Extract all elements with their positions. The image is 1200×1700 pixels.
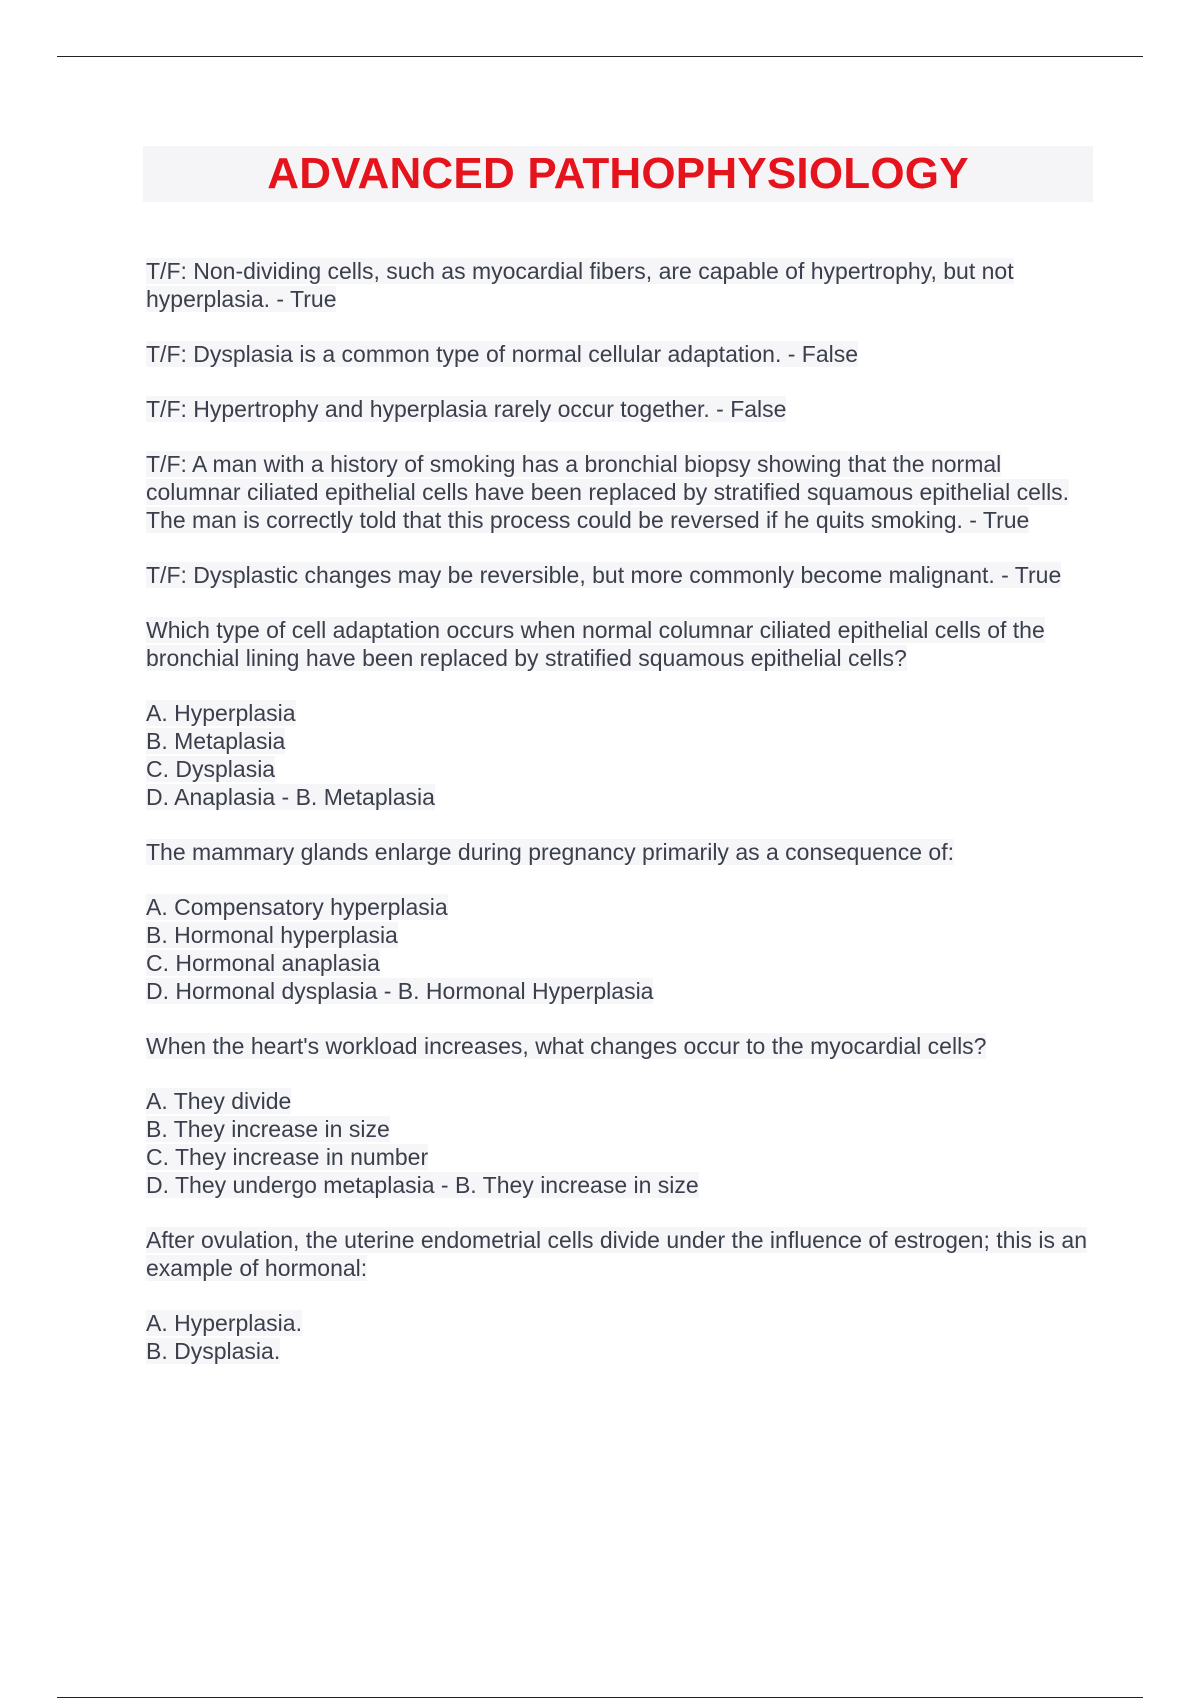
bottom-rule: [57, 1697, 1143, 1698]
tf-item-text: T/F: Hypertrophy and hyperplasia rarely occur together. - False: [146, 396, 787, 422]
option: A. Hyperplasia.: [146, 1310, 302, 1336]
option: B. Metaplasia: [146, 728, 286, 754]
tf-item-3: [146, 395, 1096, 423]
tf-item-1: [146, 257, 1096, 313]
option-with-answer: D. Hormonal dysplasia - B. Hormonal Hyperplasia: [146, 978, 654, 1004]
option: B. Hormonal hyperplasia: [146, 922, 398, 948]
option: B. They increase in size: [146, 1116, 390, 1142]
question-4: [146, 1226, 1096, 1282]
question-text: Which type of cell adaptation occurs when normal columnar ciliated epithelial cells of the bronchial lining have been replaced by stratified squamous epithelial cells?: [146, 617, 1045, 671]
question-2: [146, 838, 1096, 866]
tf-item-text: T/F: Dysplasia is a common type of normal cellular adaptation. - False: [146, 341, 859, 367]
option: A. They divide: [146, 1088, 292, 1114]
option: C. They increase in number: [146, 1144, 429, 1170]
title-band: [143, 146, 1093, 202]
question-3-options: [146, 1087, 1096, 1199]
question-1: [146, 616, 1096, 672]
question-text: The mammary glands enlarge during pregnancy primarily as a consequence of:: [146, 839, 954, 865]
question-text: After ovulation, the uterine endometrial cells divide under the influence of estrogen; this is an example of hormonal:: [146, 1227, 1088, 1281]
question-4-options: [146, 1309, 1096, 1365]
tf-item-5: [146, 561, 1096, 589]
tf-item-4: [146, 450, 1096, 534]
option-with-answer: D. They undergo metaplasia - B. They increase in size: [146, 1172, 699, 1198]
option: B. Dysplasia.: [146, 1338, 281, 1364]
question-2-options: [146, 893, 1096, 1005]
option: A. Hyperplasia: [146, 700, 296, 726]
question-1-options: [146, 699, 1096, 811]
question-text: When the heart's workload increases, what changes occur to the myocardial cells?: [146, 1033, 987, 1059]
document-title: ADVANCED PATHOPHYSIOLOGY: [267, 149, 969, 198]
option: C. Dysplasia: [146, 756, 276, 782]
top-rule: [57, 56, 1143, 57]
question-3: [146, 1032, 1096, 1060]
tf-item-2: [146, 340, 1096, 368]
option-with-answer: D. Anaplasia - B. Metaplasia: [146, 784, 435, 810]
tf-item-text: T/F: Dysplastic changes may be reversible, but more commonly become malignant. - True: [146, 562, 1062, 588]
tf-item-text: T/F: A man with a history of smoking has a bronchial biopsy showing that the normal columnar ciliated epithelial cells have been replaced by stratified squamous epithelial cells. The man is correctly told that this process could be reversed if he quits smoking. - True: [146, 451, 1070, 533]
document-body: [146, 257, 1096, 1392]
tf-item-text: T/F: Non-dividing cells, such as myocardial fibers, are capable of hypertrophy, but not hyperplasia. - True: [146, 258, 1014, 312]
option: A. Compensatory hyperplasia: [146, 894, 448, 920]
option: C. Hormonal anaplasia: [146, 950, 380, 976]
